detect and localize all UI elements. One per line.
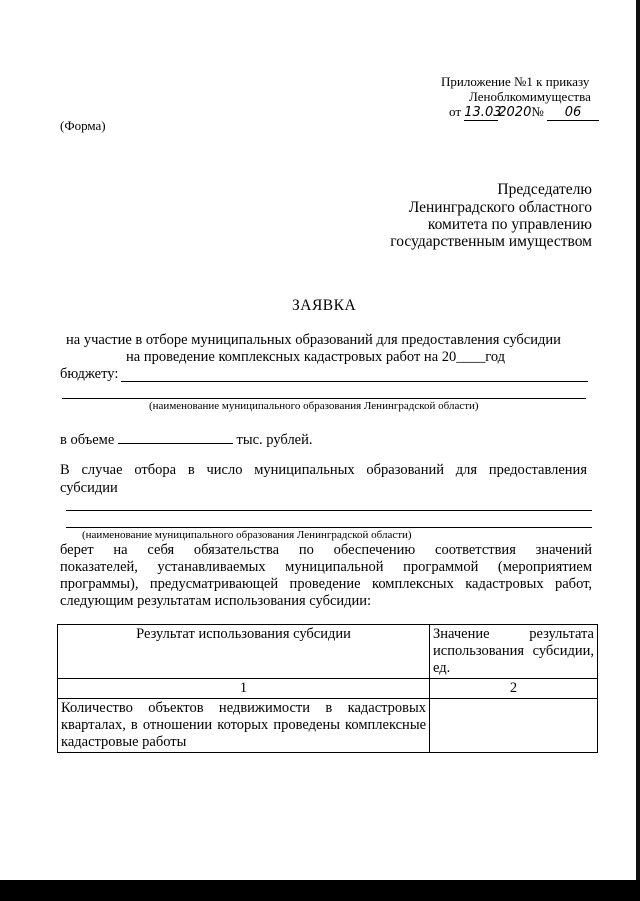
order-year: 2020 [498, 105, 532, 120]
addressee-line-4: государственным имуществом [390, 233, 592, 250]
col1-header: Результат использования субсидии [58, 625, 430, 679]
volume-suffix: тыс. рублей. [236, 432, 313, 448]
order-date-line [449, 104, 599, 121]
municipality-caption-2: (наименование муниципального образования Ленинградской области) [82, 529, 412, 541]
budget-fill-line [121, 381, 588, 382]
municipality-fill-line [62, 398, 586, 399]
result-value-cell[interactable] [430, 699, 598, 753]
budget-label: бюджету: [60, 366, 119, 382]
col1-number: 1 [58, 679, 430, 699]
intro-line-1: на участие в отборе муниципальных образований для предоставления субсидии [66, 332, 561, 348]
municipality-caption: (наименование муниципального образования Ленинградской области) [149, 400, 479, 412]
table-number-row [58, 679, 598, 699]
org-line: Леноблкомимущества [469, 89, 591, 104]
selection-fill-line-1 [66, 510, 592, 511]
from-label: от [449, 104, 462, 119]
order-number: 06 [547, 105, 599, 121]
volume-line [60, 430, 313, 449]
obligation-line-4: следующим результатам использования субсидии: [60, 593, 372, 609]
obligation-line-2: показателей, устанавливаемых муниципальной программой (мероприятием [60, 559, 592, 575]
addressee-line-2: Ленинградского областного [408, 199, 592, 216]
obligation-line-1: берет на себя обязательства по обеспечению соответствия значений [60, 542, 592, 558]
result-description-cell: Количество объектов недвижимости в кадастровых кварталах, в отношении которых проведены комплексные кадастровые работы [58, 699, 430, 753]
volume-fill-line [118, 430, 233, 444]
appendix-line: Приложение №1 к приказу [441, 74, 590, 89]
selection-fill-line-2 [66, 527, 592, 528]
scan-edge [636, 0, 640, 901]
col2-header: Значение результата использования субсидии, ед. [430, 625, 598, 679]
obligation-line-3: программы), предусматривающей проведение комплексных кадастровых работ, [60, 576, 592, 592]
addressee-line-3: комитета по управлению [427, 216, 592, 233]
scan-bottom-bar [0, 880, 640, 901]
table-header-row [58, 625, 598, 679]
results-table [57, 624, 598, 753]
document-title: ЗАЯВКА [292, 297, 357, 314]
number-label: № [531, 104, 544, 119]
selection-line-1: В случае отбора в число муниципальных образований для предоставления [60, 462, 587, 478]
table-row [58, 699, 598, 753]
selection-line-2: субсидии [60, 480, 118, 496]
col2-number: 2 [430, 679, 598, 699]
addressee-line-1: Председателю [497, 181, 592, 198]
order-date: 13.03 [464, 105, 502, 120]
intro-line-2: на проведение комплексных кадастровых работ на 20____год [126, 349, 506, 365]
volume-prefix: в объеме [60, 432, 115, 448]
form-label: (Форма) [60, 118, 106, 133]
